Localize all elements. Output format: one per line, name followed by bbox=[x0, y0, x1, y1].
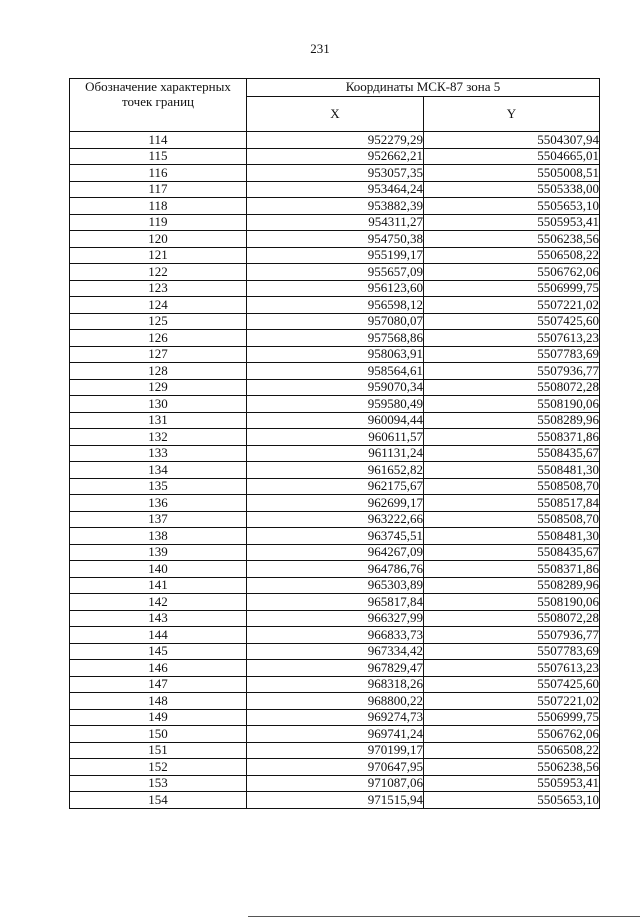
point-id-cell: 122 bbox=[70, 264, 247, 281]
x-coordinate-cell: 968318,26 bbox=[247, 676, 424, 693]
y-coordinate-cell: 5508435,67 bbox=[424, 445, 600, 462]
table-row bbox=[70, 693, 600, 710]
x-coordinate-cell: 963222,66 bbox=[247, 511, 424, 528]
table-row bbox=[70, 264, 600, 281]
table-row bbox=[70, 379, 600, 396]
point-id-cell: 142 bbox=[70, 594, 247, 611]
table-row bbox=[70, 627, 600, 644]
point-id-cell: 127 bbox=[70, 346, 247, 363]
point-id-cell: 146 bbox=[70, 660, 247, 677]
x-coordinate-cell: 955199,17 bbox=[247, 247, 424, 264]
x-coordinate-cell: 958564,61 bbox=[247, 363, 424, 380]
point-id-cell: 152 bbox=[70, 759, 247, 776]
point-id-cell: 117 bbox=[70, 181, 247, 198]
table-row bbox=[70, 132, 600, 149]
x-coordinate-cell: 955657,09 bbox=[247, 264, 424, 281]
point-id-cell: 124 bbox=[70, 297, 247, 314]
point-id-cell: 141 bbox=[70, 577, 247, 594]
table-row bbox=[70, 313, 600, 330]
y-coordinate-cell: 5508072,28 bbox=[424, 610, 600, 627]
point-id-cell: 116 bbox=[70, 165, 247, 182]
y-coordinate-cell: 5508508,70 bbox=[424, 478, 600, 495]
y-coordinate-cell: 5506999,75 bbox=[424, 280, 600, 297]
x-coordinate-cell: 965303,89 bbox=[247, 577, 424, 594]
x-coordinate-cell: 959580,49 bbox=[247, 396, 424, 413]
y-coordinate-cell: 5506999,75 bbox=[424, 709, 600, 726]
table-row bbox=[70, 165, 600, 182]
y-coordinate-cell: 5507613,23 bbox=[424, 330, 600, 347]
table-row bbox=[70, 297, 600, 314]
x-coordinate-cell: 952279,29 bbox=[247, 132, 424, 149]
table-row bbox=[70, 148, 600, 165]
point-id-cell: 137 bbox=[70, 511, 247, 528]
table-row bbox=[70, 544, 600, 561]
y-coordinate-cell: 5506762,06 bbox=[424, 726, 600, 743]
point-id-cell: 150 bbox=[70, 726, 247, 743]
x-coordinate-cell: 953057,35 bbox=[247, 165, 424, 182]
point-id-cell: 154 bbox=[70, 792, 247, 809]
point-id-cell: 148 bbox=[70, 693, 247, 710]
point-id-cell: 123 bbox=[70, 280, 247, 297]
y-coordinate-cell: 5507936,77 bbox=[424, 627, 600, 644]
y-coordinate-cell: 5507936,77 bbox=[424, 363, 600, 380]
x-column-header: X bbox=[247, 97, 424, 132]
x-coordinate-cell: 962175,67 bbox=[247, 478, 424, 495]
x-coordinate-cell: 956598,12 bbox=[247, 297, 424, 314]
point-id-cell: 118 bbox=[70, 198, 247, 215]
y-coordinate-cell: 5507783,69 bbox=[424, 346, 600, 363]
y-coordinate-cell: 5508072,28 bbox=[424, 379, 600, 396]
table-row bbox=[70, 478, 600, 495]
point-column-header: Обозначение характерных точек границ bbox=[70, 79, 247, 132]
point-id-cell: 120 bbox=[70, 231, 247, 248]
point-id-cell: 126 bbox=[70, 330, 247, 347]
table-row bbox=[70, 280, 600, 297]
point-id-cell: 119 bbox=[70, 214, 247, 231]
x-coordinate-cell: 967829,47 bbox=[247, 660, 424, 677]
x-coordinate-cell: 964786,76 bbox=[247, 561, 424, 578]
y-coordinate-cell: 5504665,01 bbox=[424, 148, 600, 165]
table-row bbox=[70, 247, 600, 264]
point-id-cell: 153 bbox=[70, 775, 247, 792]
x-coordinate-cell: 966833,73 bbox=[247, 627, 424, 644]
point-id-cell: 129 bbox=[70, 379, 247, 396]
y-coordinate-cell: 5508371,86 bbox=[424, 429, 600, 446]
point-id-cell: 138 bbox=[70, 528, 247, 545]
y-coordinate-cell: 5506508,22 bbox=[424, 742, 600, 759]
x-coordinate-cell: 963745,51 bbox=[247, 528, 424, 545]
table-row bbox=[70, 792, 600, 809]
point-id-cell: 149 bbox=[70, 709, 247, 726]
coordinates-table bbox=[69, 78, 600, 809]
x-coordinate-cell: 965817,84 bbox=[247, 594, 424, 611]
y-coordinate-cell: 5507425,60 bbox=[424, 313, 600, 330]
y-coordinate-cell: 5508481,30 bbox=[424, 528, 600, 545]
y-coordinate-cell: 5504307,94 bbox=[424, 132, 600, 149]
y-coordinate-cell: 5508517,84 bbox=[424, 495, 600, 512]
table-row bbox=[70, 214, 600, 231]
point-id-cell: 147 bbox=[70, 676, 247, 693]
table-row bbox=[70, 577, 600, 594]
point-id-cell: 151 bbox=[70, 742, 247, 759]
table-row bbox=[70, 396, 600, 413]
point-id-cell: 139 bbox=[70, 544, 247, 561]
point-id-cell: 140 bbox=[70, 561, 247, 578]
y-coordinate-cell: 5506762,06 bbox=[424, 264, 600, 281]
x-coordinate-cell: 960611,57 bbox=[247, 429, 424, 446]
x-coordinate-cell: 953464,24 bbox=[247, 181, 424, 198]
y-coordinate-cell: 5506508,22 bbox=[424, 247, 600, 264]
y-coordinate-cell: 5505653,10 bbox=[424, 792, 600, 809]
x-coordinate-cell: 962699,17 bbox=[247, 495, 424, 512]
table-row bbox=[70, 363, 600, 380]
y-coordinate-cell: 5508508,70 bbox=[424, 511, 600, 528]
x-coordinate-cell: 961652,82 bbox=[247, 462, 424, 479]
page-number: 231 bbox=[310, 41, 330, 56]
scan-edge-line bbox=[248, 916, 640, 917]
point-id-cell: 130 bbox=[70, 396, 247, 413]
point-id-cell: 125 bbox=[70, 313, 247, 330]
y-coordinate-cell: 5507613,23 bbox=[424, 660, 600, 677]
table-row bbox=[70, 198, 600, 215]
x-coordinate-cell: 970199,17 bbox=[247, 742, 424, 759]
x-coordinate-cell: 959070,34 bbox=[247, 379, 424, 396]
table-row bbox=[70, 346, 600, 363]
point-id-cell: 133 bbox=[70, 445, 247, 462]
point-id-cell: 128 bbox=[70, 363, 247, 380]
table-row bbox=[70, 726, 600, 743]
table-row bbox=[70, 643, 600, 660]
y-coordinate-cell: 5506238,56 bbox=[424, 759, 600, 776]
y-coordinate-cell: 5508190,06 bbox=[424, 594, 600, 611]
x-coordinate-cell: 954311,27 bbox=[247, 214, 424, 231]
point-id-cell: 134 bbox=[70, 462, 247, 479]
table-row bbox=[70, 511, 600, 528]
y-coordinate-cell: 5505653,10 bbox=[424, 198, 600, 215]
table-row bbox=[70, 330, 600, 347]
x-coordinate-cell: 970647,95 bbox=[247, 759, 424, 776]
point-id-cell: 121 bbox=[70, 247, 247, 264]
x-coordinate-cell: 967334,42 bbox=[247, 643, 424, 660]
x-coordinate-cell: 961131,24 bbox=[247, 445, 424, 462]
point-id-cell: 136 bbox=[70, 495, 247, 512]
point-id-cell: 135 bbox=[70, 478, 247, 495]
y-coordinate-cell: 5505953,41 bbox=[424, 214, 600, 231]
table-body bbox=[70, 132, 600, 809]
table-row bbox=[70, 759, 600, 776]
table-row bbox=[70, 181, 600, 198]
table-row bbox=[70, 676, 600, 693]
y-column-header: Y bbox=[424, 97, 600, 132]
point-id-cell: 132 bbox=[70, 429, 247, 446]
table-row bbox=[70, 660, 600, 677]
table-row bbox=[70, 445, 600, 462]
point-id-cell: 114 bbox=[70, 132, 247, 149]
x-coordinate-cell: 968800,22 bbox=[247, 693, 424, 710]
x-coordinate-cell: 966327,99 bbox=[247, 610, 424, 627]
table-row bbox=[70, 412, 600, 429]
table-row bbox=[70, 709, 600, 726]
table-row bbox=[70, 594, 600, 611]
table-row bbox=[70, 528, 600, 545]
x-coordinate-cell: 969274,73 bbox=[247, 709, 424, 726]
table-row bbox=[70, 231, 600, 248]
y-coordinate-cell: 5505338,00 bbox=[424, 181, 600, 198]
x-coordinate-cell: 957568,86 bbox=[247, 330, 424, 347]
point-id-cell: 144 bbox=[70, 627, 247, 644]
y-coordinate-cell: 5508371,86 bbox=[424, 561, 600, 578]
y-coordinate-cell: 5508190,06 bbox=[424, 396, 600, 413]
x-coordinate-cell: 952662,21 bbox=[247, 148, 424, 165]
x-coordinate-cell: 971087,06 bbox=[247, 775, 424, 792]
y-coordinate-cell: 5505008,51 bbox=[424, 165, 600, 182]
x-coordinate-cell: 960094,44 bbox=[247, 412, 424, 429]
y-coordinate-cell: 5508289,96 bbox=[424, 412, 600, 429]
x-coordinate-cell: 953882,39 bbox=[247, 198, 424, 215]
table-header bbox=[70, 79, 600, 132]
table-row bbox=[70, 495, 600, 512]
x-coordinate-cell: 956123,60 bbox=[247, 280, 424, 297]
y-coordinate-cell: 5507783,69 bbox=[424, 643, 600, 660]
table-row bbox=[70, 429, 600, 446]
y-coordinate-cell: 5507425,60 bbox=[424, 676, 600, 693]
x-coordinate-cell: 969741,24 bbox=[247, 726, 424, 743]
table-row bbox=[70, 561, 600, 578]
y-coordinate-cell: 5506238,56 bbox=[424, 231, 600, 248]
x-coordinate-cell: 971515,94 bbox=[247, 792, 424, 809]
y-coordinate-cell: 5508435,67 bbox=[424, 544, 600, 561]
y-coordinate-cell: 5507221,02 bbox=[424, 297, 600, 314]
y-coordinate-cell: 5505953,41 bbox=[424, 775, 600, 792]
table-row bbox=[70, 610, 600, 627]
point-id-cell: 145 bbox=[70, 643, 247, 660]
y-coordinate-cell: 5508289,96 bbox=[424, 577, 600, 594]
x-coordinate-cell: 958063,91 bbox=[247, 346, 424, 363]
coordinate-system-header: Координаты МСК-87 зона 5 bbox=[247, 79, 600, 97]
table-row bbox=[70, 775, 600, 792]
y-coordinate-cell: 5508481,30 bbox=[424, 462, 600, 479]
table-row bbox=[70, 462, 600, 479]
x-coordinate-cell: 954750,38 bbox=[247, 231, 424, 248]
x-coordinate-cell: 957080,07 bbox=[247, 313, 424, 330]
point-id-cell: 115 bbox=[70, 148, 247, 165]
point-id-cell: 131 bbox=[70, 412, 247, 429]
x-coordinate-cell: 964267,09 bbox=[247, 544, 424, 561]
point-id-cell: 143 bbox=[70, 610, 247, 627]
y-coordinate-cell: 5507221,02 bbox=[424, 693, 600, 710]
table-row bbox=[70, 742, 600, 759]
